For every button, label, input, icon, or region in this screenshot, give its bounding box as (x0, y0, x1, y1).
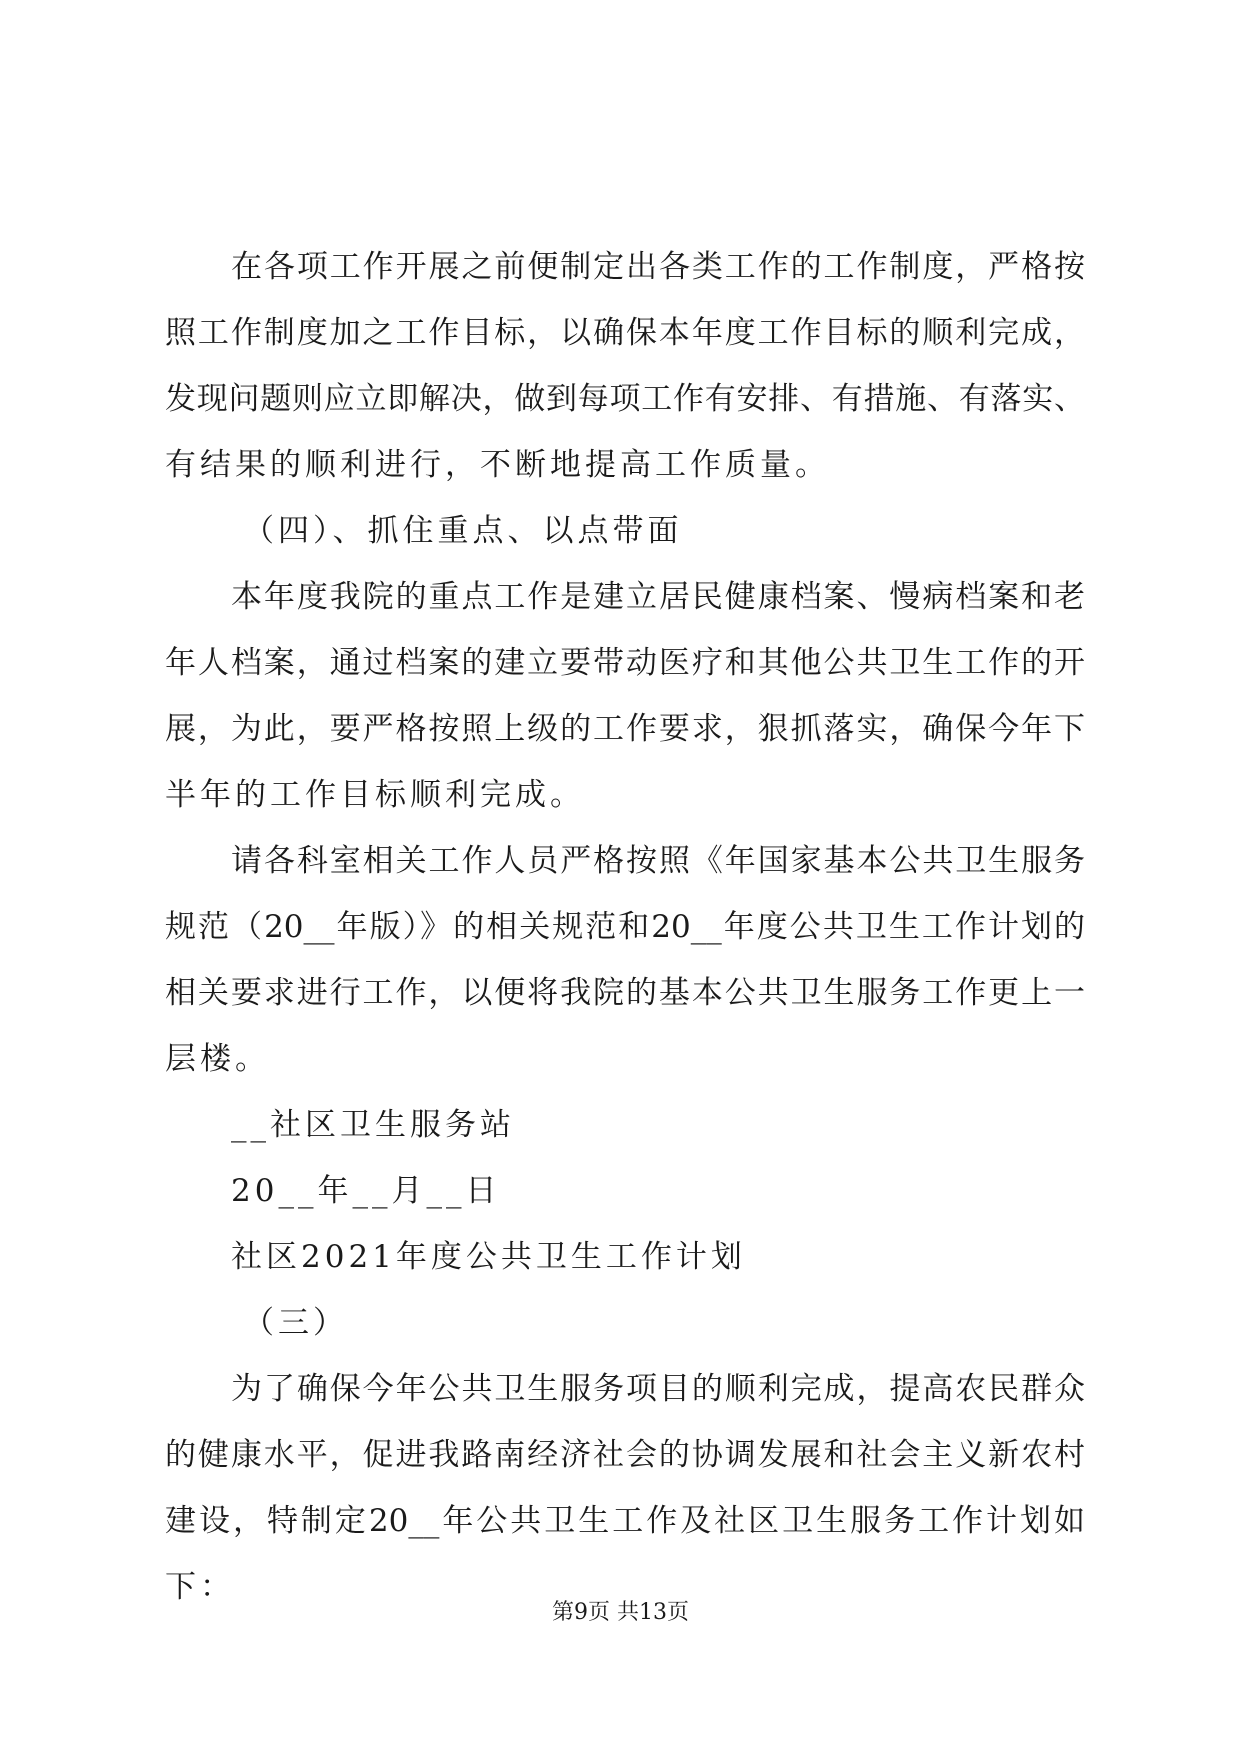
paragraph-line: 半年的工作目标顺利完成。 (165, 777, 585, 813)
paragraph-line: 规范（20__年版）》的相关规范和20__年度公共卫生工作计划的 (165, 909, 1085, 945)
paragraph-line: 为了确保今年公共卫生服务项目的顺利完成，提高农民群众 (231, 1371, 1085, 1407)
paragraph-line: 有结果的顺利进行，不断地提高工作质量。 (165, 447, 830, 483)
page-number: 第9页 共13页 (552, 1600, 689, 1625)
paragraph-line: 在各项工作开展之前便制定出各类工作的工作制度，严格按 (231, 249, 1085, 285)
section-heading: （四）、抓住重点、以点带面 (243, 513, 683, 549)
paragraph-line: 本年度我院的重点工作是建立居民健康档案、慢病档案和老 (231, 579, 1085, 615)
paragraph-line: 请各科室相关工作人员严格按照《年国家基本公共卫生服务 (231, 843, 1085, 879)
paragraph-line: 发现问题则应立即解决，做到每项工作有安排、有措施、有落实、 (165, 381, 1085, 417)
paragraph-line: 展，为此，要严格按照上级的工作要求，狠抓落实，确保今年下 (165, 711, 1085, 747)
paragraph-line: 下： (165, 1569, 235, 1605)
document-body (165, 234, 1085, 1620)
signature-date: 20__年__月__日 (231, 1173, 501, 1209)
section-heading: （三） (243, 1305, 348, 1341)
document-title: 社区2021年度公共卫生工作计划 (231, 1239, 746, 1275)
paragraph-line: 照工作制度加之工作目标，以确保本年度工作目标的顺利完成， (165, 315, 1085, 351)
paragraph-line: 的健康水平，促进我路南经济社会的协调发展和社会主义新农村 (165, 1437, 1085, 1473)
paragraph-line: 年人档案，通过档案的建立要带动医疗和其他公共卫生工作的开 (165, 645, 1085, 681)
signature-org: __社区卫生服务站 (231, 1107, 515, 1143)
paragraph-line: 层楼。 (165, 1041, 270, 1077)
paragraph-line: 建设，特制定20__年公共卫生工作及社区卫生服务工作计划如 (165, 1503, 1085, 1539)
paragraph-line: 相关要求进行工作，以便将我院的基本公共卫生服务工作更上一 (165, 975, 1085, 1011)
